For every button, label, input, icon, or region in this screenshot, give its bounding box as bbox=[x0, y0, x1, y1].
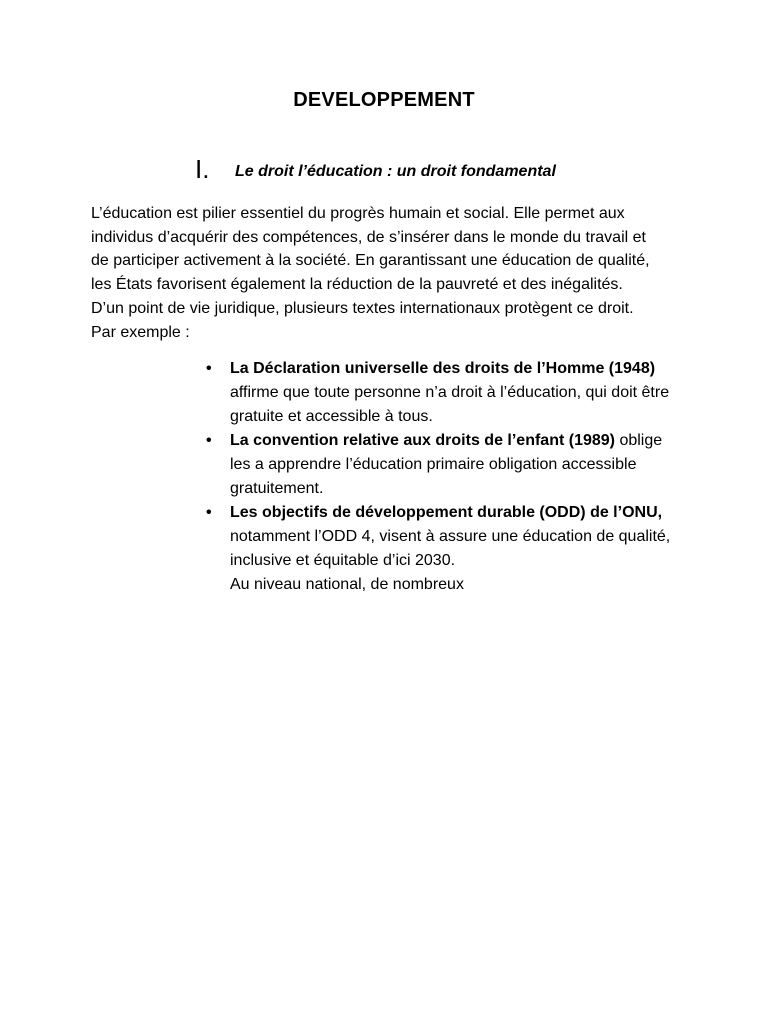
intro-line: de participer activement à la société. En garantissant une éducation de qualité, bbox=[91, 252, 650, 270]
intro-line: Par exemple : bbox=[91, 323, 190, 341]
bullet-icon: • bbox=[206, 360, 212, 377]
list-item bbox=[206, 501, 676, 597]
intro-line: les États favorisent également la réduction de la pauvreté et des inégalités. bbox=[91, 276, 623, 294]
list-item-title: La Déclaration universelle des droits de l’Homme (1948) bbox=[230, 360, 656, 377]
list-item bbox=[206, 429, 676, 501]
list-item-continuation: Au niveau national, de nombreux bbox=[230, 576, 464, 593]
list-item-text: notamment l’ODD 4, visent à assure une éducation de qualité, inclusive et équitable d’ici 2030. bbox=[230, 528, 671, 569]
legal-texts-list bbox=[206, 357, 676, 597]
section-heading bbox=[195, 154, 556, 185]
intro-line: individus d’acquérir des compétences, de s’insérer dans le monde du travail et bbox=[91, 228, 646, 246]
bullet-icon: • bbox=[206, 504, 212, 521]
list-item-title: Les objectifs de développement durable (ODD) de l’ONU, bbox=[230, 504, 663, 521]
section-number: I. bbox=[195, 154, 210, 184]
bullet-icon: • bbox=[206, 432, 212, 449]
list-item bbox=[206, 357, 676, 429]
intro-line: D’un point de vie juridique, plusieurs textes internationaux protègent ce droit. bbox=[91, 299, 634, 317]
section-title: Le droit l’éducation : un droit fondamental bbox=[235, 163, 556, 180]
intro-line: L’éducation est pilier essentiel du progrès humain et social. Elle permet aux bbox=[91, 205, 625, 222]
list-item-text: oblige les a apprendre l’éducation primaire obligation accessible gratuitement. bbox=[230, 432, 663, 497]
intro-paragraph bbox=[91, 202, 675, 344]
list-item-text: affirme que toute personne n’a droit à l’éducation, qui doit être gratuite et accessible à tous. bbox=[230, 384, 670, 425]
document-title: DEVELOPPEMENT bbox=[293, 89, 475, 111]
list-item-title: La convention relative aux droits de l’enfant (1989) bbox=[230, 432, 615, 449]
